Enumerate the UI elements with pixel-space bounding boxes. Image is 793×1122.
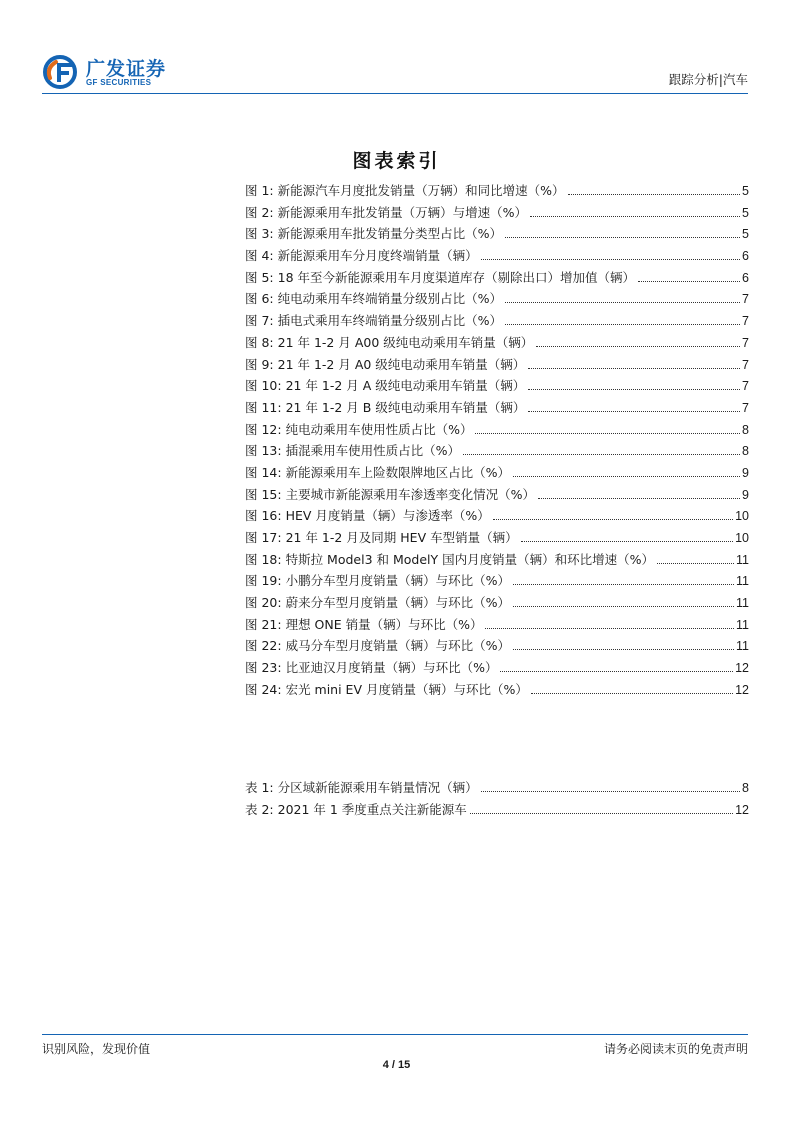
toc-entry-page: 7 xyxy=(742,400,749,415)
toc-entry-page: 11 xyxy=(736,596,749,611)
toc-dot-leader xyxy=(500,671,733,672)
toc-dot-leader xyxy=(657,563,734,564)
toc-entry-page: 7 xyxy=(742,292,749,307)
footer-divider xyxy=(42,1034,748,1035)
toc-entry[interactable] xyxy=(245,657,749,679)
toc-dot-leader xyxy=(481,791,740,792)
toc-entry[interactable] xyxy=(245,777,749,799)
toc-dot-leader xyxy=(528,411,740,412)
toc-entry-page: 9 xyxy=(742,465,749,480)
toc-dot-leader xyxy=(638,281,740,282)
toc-entry[interactable] xyxy=(245,570,749,592)
toc-entry[interactable] xyxy=(245,505,749,527)
toc-entry-page: 8 xyxy=(742,781,749,795)
toc-dot-leader xyxy=(485,628,734,629)
toc-entry-label: 图 11: 21 年 1-2 月 B 级纯电动乘用车销量（辆） xyxy=(245,399,526,415)
toc-entry[interactable] xyxy=(245,440,749,462)
page-header xyxy=(42,52,748,92)
toc-entry[interactable] xyxy=(245,527,749,549)
toc-entry-label: 图 22: 威马分车型月度销量（辆）与环比（%） xyxy=(245,638,510,654)
toc-entry-page: 12 xyxy=(735,682,749,697)
toc-dot-leader xyxy=(513,584,734,585)
toc-entry[interactable] xyxy=(245,592,749,614)
toc-entry[interactable] xyxy=(245,419,749,441)
toc-entry[interactable] xyxy=(245,614,749,636)
toc-dot-leader xyxy=(568,194,741,195)
toc-entry-label: 图 16: HEV 月度销量（辆）与渗透率（%） xyxy=(245,508,490,524)
toc-entry-page: 7 xyxy=(742,335,749,350)
gf-securities-logo xyxy=(42,52,172,90)
toc-entry[interactable] xyxy=(245,635,749,657)
toc-entry[interactable] xyxy=(245,223,749,245)
toc-entry-label: 图 23: 比亚迪汉月度销量（辆）与环比（%） xyxy=(245,660,498,676)
toc-entry[interactable] xyxy=(245,549,749,571)
toc-dot-leader xyxy=(505,302,740,303)
toc-entry-label: 图 2: 新能源乘用车批发销量（万辆）与增速（%） xyxy=(245,204,527,220)
toc-dot-leader xyxy=(528,368,740,369)
toc-entry-label: 图 9: 21 年 1-2 月 A0 级纯电动乘用车销量（辆） xyxy=(245,356,526,372)
toc-entry-page: 5 xyxy=(742,205,749,220)
toc-entry[interactable] xyxy=(245,245,749,267)
disclaimer-notice: 请务必阅读末页的免责声明 xyxy=(603,1042,748,1056)
toc-entry-page: 11 xyxy=(736,639,749,654)
toc-entry[interactable] xyxy=(245,310,749,332)
toc-entry-page: 5 xyxy=(742,227,749,242)
toc-entry-page: 8 xyxy=(742,444,749,459)
toc-entry-label: 图 20: 蔚来分车型月度销量（辆）与环比（%） xyxy=(245,595,510,611)
toc-dot-leader xyxy=(470,813,733,814)
toc-entry-page: 11 xyxy=(736,617,749,632)
toc-dot-leader xyxy=(505,237,740,238)
toc-entry-label: 图 6: 纯电动乘用车终端销量分级别占比（%） xyxy=(245,291,502,307)
toc-entry-page: 9 xyxy=(742,487,749,502)
toc-entry-label: 图 8: 21 年 1-2 月 A00 级纯电动乘用车销量（辆） xyxy=(245,334,534,350)
toc-dot-leader xyxy=(493,519,733,520)
toc-entry[interactable] xyxy=(245,267,749,289)
toc-entry-page: 6 xyxy=(742,270,749,285)
toc-entry[interactable] xyxy=(245,484,749,506)
toc-dot-leader xyxy=(505,324,740,325)
toc-entry-label: 图 24: 宏光 mini EV 月度销量（辆）与环比（%） xyxy=(245,681,528,697)
toc-entry-page: 7 xyxy=(742,379,749,394)
toc-dot-leader xyxy=(538,498,740,499)
toc-dot-leader xyxy=(463,454,740,455)
gf-logo-icon xyxy=(42,54,80,90)
toc-dot-leader xyxy=(513,606,734,607)
toc-entry-label: 图 17: 21 年 1-2 月及同期 HEV 车型销量（辆） xyxy=(245,530,518,545)
toc-entry-label: 图 14: 新能源乘用车上险数限牌地区占比（%） xyxy=(245,464,510,480)
toc-entry-page: 7 xyxy=(742,314,749,329)
toc-entry[interactable] xyxy=(245,375,749,397)
table-index-list xyxy=(245,777,749,820)
toc-dot-leader xyxy=(528,389,740,390)
logo-english-text: GF SECURITIES xyxy=(86,78,152,87)
toc-entry-label: 图 3: 新能源乘用车批发销量分类型占比（%） xyxy=(245,226,502,242)
page-title: 图表索引 xyxy=(352,150,441,172)
figure-index-list xyxy=(245,180,749,701)
toc-entry[interactable] xyxy=(245,202,749,224)
toc-entry-label: 图 10: 21 年 1-2 月 A 级纯电动乘用车销量（辆） xyxy=(245,378,526,394)
toc-entry-label: 图 5: 18 年至今新能源乘用车月度渠道库存（剔除出口）增加值（辆） xyxy=(245,269,635,285)
toc-entry-page: 7 xyxy=(742,357,749,372)
toc-dot-leader xyxy=(513,476,740,477)
header-divider xyxy=(42,93,748,94)
toc-dot-leader xyxy=(531,693,733,694)
toc-entry-label: 图 18: 特斯拉 Model3 和 ModelY 国内月度销量（辆）和环比增速（%） xyxy=(245,551,654,567)
toc-entry-page: 10 xyxy=(735,531,749,545)
toc-entry-label: 图 19: 小鹏分车型月度销量（辆）与环比（%） xyxy=(245,573,510,589)
toc-entry-page: 11 xyxy=(736,574,749,589)
toc-entry-label: 图 13: 插混乘用车使用性质占比（%） xyxy=(245,443,460,459)
toc-entry[interactable] xyxy=(245,799,749,821)
report-section-label: 跟踪分析|汽车 xyxy=(668,72,748,87)
toc-dot-leader xyxy=(521,541,733,542)
toc-dot-leader xyxy=(475,433,740,434)
toc-entry-label: 图 15: 主要城市新能源乘用车渗透率变化情况（%） xyxy=(245,486,535,502)
toc-entry-page: 10 xyxy=(735,509,749,524)
toc-entry-page: 12 xyxy=(735,661,749,676)
toc-entry-page: 11 xyxy=(736,552,749,567)
footer-slogan: 识别风险，发现价值 xyxy=(42,1042,151,1056)
toc-entry[interactable] xyxy=(245,332,749,354)
toc-entry[interactable] xyxy=(245,180,749,202)
toc-entry[interactable] xyxy=(245,288,749,310)
toc-entry-label: 图 21: 理想 ONE 销量（辆）与环比（%） xyxy=(245,616,483,632)
toc-dot-leader xyxy=(513,649,734,650)
page-number: 4 / 15 xyxy=(382,1059,411,1071)
toc-entry[interactable] xyxy=(245,354,749,376)
toc-entry[interactable] xyxy=(245,679,749,701)
toc-entry-page: 12 xyxy=(735,802,749,817)
toc-entry-page: 6 xyxy=(742,249,749,264)
toc-dot-leader xyxy=(536,346,740,347)
logo-chinese-text: 广发证券 xyxy=(86,58,167,80)
toc-entry-page: 5 xyxy=(742,184,749,198)
toc-entry-label: 图 12: 纯电动乘用车使用性质占比（%） xyxy=(245,421,473,437)
toc-entry-page: 8 xyxy=(742,422,749,437)
toc-dot-leader xyxy=(481,259,740,260)
toc-entry-label: 图 1: 新能源汽车月度批发销量（万辆）和同比增速（%） xyxy=(245,183,565,198)
toc-entry-label: 表 1: 分区域新能源乘用车销量情况（辆） xyxy=(245,780,478,795)
toc-entry[interactable] xyxy=(245,397,749,419)
toc-entry-label: 图 7: 插电式乘用车终端销量分级别占比（%） xyxy=(245,313,502,329)
toc-dot-leader xyxy=(530,216,740,217)
toc-entry-label: 表 2: 2021 年 1 季度重点关注新能源车 xyxy=(245,801,467,817)
toc-entry-label: 图 4: 新能源乘用车分月度终端销量（辆） xyxy=(245,248,478,264)
toc-entry[interactable] xyxy=(245,462,749,484)
